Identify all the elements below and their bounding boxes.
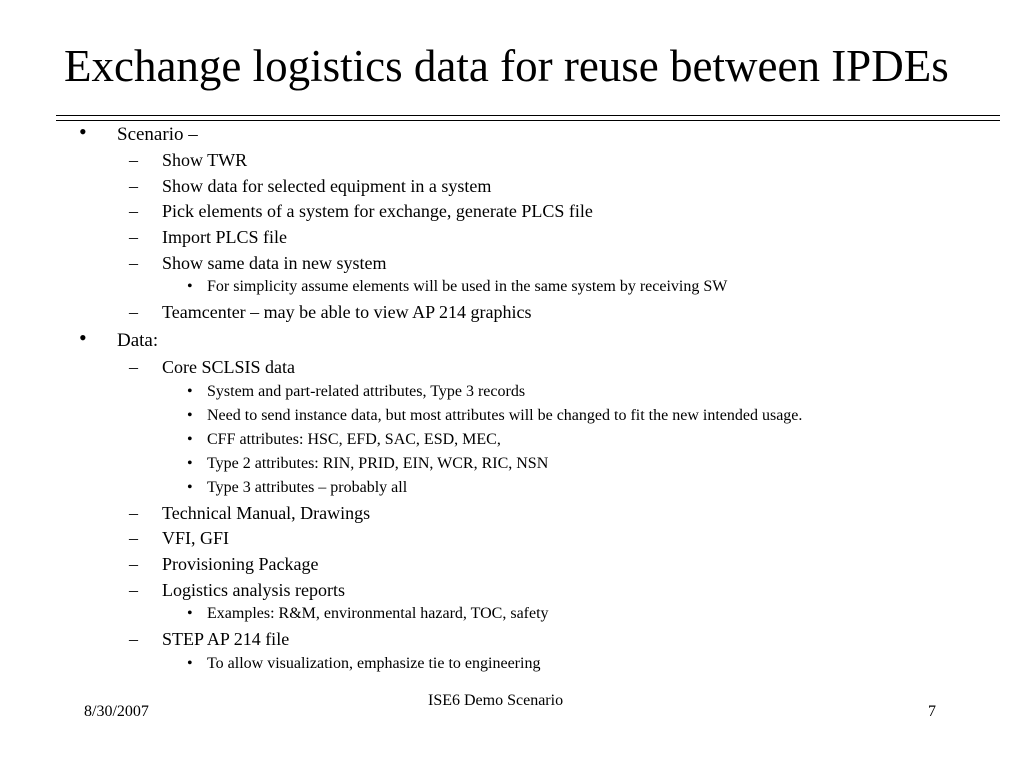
bullet-item bbox=[129, 527, 230, 549]
page-number: 7 bbox=[928, 703, 936, 720]
bullet-text: Need to send instance data, but most attributes will be changed to fit the new intended usage. bbox=[207, 407, 803, 424]
bullet-item bbox=[187, 382, 526, 402]
dash-marker: – bbox=[129, 176, 138, 196]
bullet-text: Scenario – bbox=[117, 124, 198, 145]
bullet-text: VFI, GFI bbox=[162, 528, 230, 548]
bullet-text: CFF attributes: HSC, EFD, SAC, ESD, MEC, bbox=[207, 431, 501, 448]
bullet-text: Pick elements of a system for exchange, generate PLCS file bbox=[162, 201, 593, 221]
bullet-text: To allow visualization, emphasize tie to engineering bbox=[207, 655, 541, 672]
bullet-text: Import PLCS file bbox=[162, 227, 287, 247]
footer-date: 8/30/2007 bbox=[84, 703, 149, 720]
bullet-marker: • bbox=[187, 407, 193, 424]
bullet-text: Type 2 attributes: RIN, PRID, EIN, WCR, RIC, NSN bbox=[207, 455, 549, 472]
bullet-text: STEP AP 214 file bbox=[162, 629, 290, 649]
bullet-item bbox=[129, 200, 593, 222]
bullet-item bbox=[129, 301, 532, 323]
bullet-item bbox=[129, 502, 371, 524]
dash-marker: – bbox=[129, 580, 138, 600]
bullet-item bbox=[187, 478, 408, 498]
bullet-item bbox=[129, 628, 290, 650]
bullet-item bbox=[79, 119, 198, 146]
dash-marker: – bbox=[129, 201, 138, 221]
footer-title: ISE6 Demo Scenario bbox=[428, 692, 564, 709]
bullet-item bbox=[129, 356, 295, 378]
bullet-marker: • bbox=[187, 655, 193, 672]
bullet-item bbox=[129, 553, 319, 575]
bullet-marker: • bbox=[79, 325, 87, 350]
bullet-text: Show same data in new system bbox=[162, 253, 387, 273]
dash-marker: – bbox=[129, 528, 138, 548]
bullet-marker: • bbox=[187, 479, 193, 496]
dash-marker: – bbox=[129, 227, 138, 247]
bullet-item bbox=[79, 325, 159, 352]
bullet-marker: • bbox=[187, 455, 193, 472]
slide-title: Exchange logistics data for reuse between IPDEs bbox=[64, 41, 949, 91]
bullet-text: Logistics analysis reports bbox=[162, 580, 345, 600]
bullet-item bbox=[129, 175, 492, 197]
bullet-text: Data: bbox=[117, 330, 159, 351]
bullet-item bbox=[129, 226, 287, 248]
bullet-text: Core SCLSIS data bbox=[162, 357, 295, 377]
bullet-text: Show TWR bbox=[162, 150, 248, 170]
bullet-marker: • bbox=[187, 431, 193, 448]
bullet-item bbox=[187, 406, 803, 426]
bullet-item bbox=[129, 252, 387, 274]
bullet-text: For simplicity assume elements will be used in the same system by receiving SW bbox=[207, 278, 728, 295]
bullet-marker: • bbox=[187, 605, 193, 622]
bullet-item bbox=[187, 604, 549, 624]
dash-marker: – bbox=[129, 554, 138, 574]
bullet-text: Type 3 attributes – probably all bbox=[207, 479, 408, 496]
bullet-text: Technical Manual, Drawings bbox=[162, 503, 371, 523]
bullet-marker: • bbox=[79, 119, 87, 144]
dash-marker: – bbox=[129, 253, 138, 273]
dash-marker: – bbox=[129, 629, 138, 649]
title-divider-bottom bbox=[56, 120, 1000, 121]
bullet-item bbox=[129, 579, 345, 601]
bullet-item bbox=[187, 654, 541, 674]
dash-marker: – bbox=[129, 302, 138, 322]
bullet-item bbox=[187, 454, 549, 474]
bullet-item bbox=[129, 149, 248, 171]
dash-marker: – bbox=[129, 503, 138, 523]
bullet-item bbox=[187, 277, 728, 297]
bullet-text: System and part-related attributes, Type 3 records bbox=[207, 383, 526, 400]
bullet-item bbox=[187, 430, 501, 450]
bullet-text: Provisioning Package bbox=[162, 554, 319, 574]
dash-marker: – bbox=[129, 150, 138, 170]
bullet-text: Teamcenter – may be able to view AP 214 graphics bbox=[162, 302, 532, 322]
dash-marker: – bbox=[129, 357, 138, 377]
title-divider-top bbox=[56, 115, 1000, 116]
bullet-text: Show data for selected equipment in a system bbox=[162, 176, 492, 196]
bullet-marker: • bbox=[187, 278, 193, 295]
bullet-text: Examples: R&M, environmental hazard, TOC, safety bbox=[207, 605, 549, 622]
bullet-marker: • bbox=[187, 383, 193, 400]
